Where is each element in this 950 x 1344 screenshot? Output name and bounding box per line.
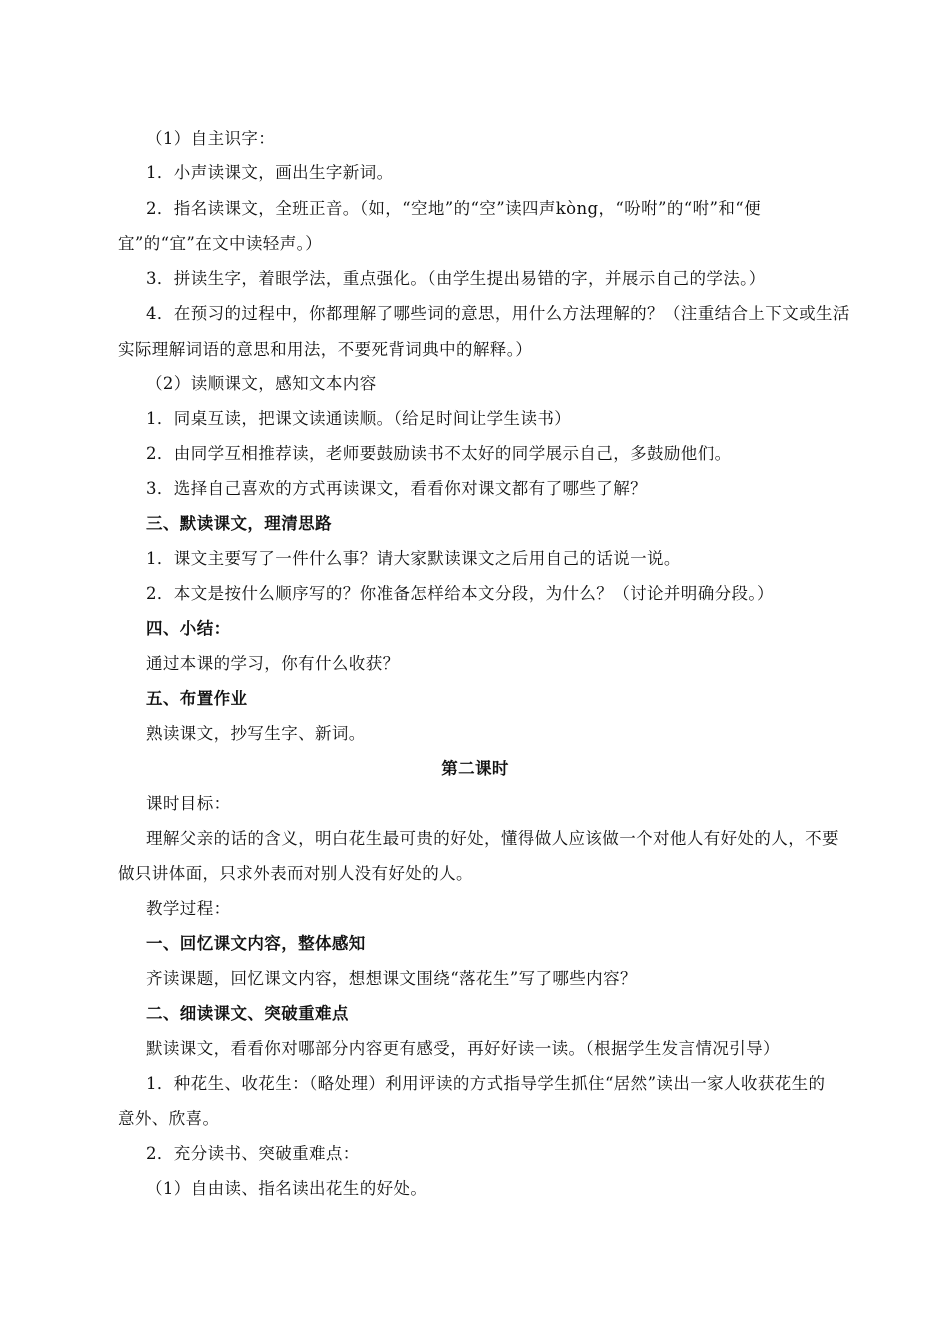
paragraph: 2．由同学互相推荐读，老师要鼓励读书不太好的同学展示自己，多鼓励他们。 [146,444,732,463]
paragraph: （1）自由读、指名读出花生的好处。 [146,1179,428,1198]
paragraph: 3．选择自己喜欢的方式再读课文，看看你对课文都有了哪些了解？ [146,479,647,498]
section-heading: 四、小结： [146,619,231,638]
paragraph: 1．课文主要写了一件什么事？请大家默读课文之后用自己的话说一说。 [146,549,681,568]
paragraph-label: 课时目标： [146,794,231,813]
paragraph: 3．拼读生字，着眼学法，重点强化。（由学生提出易错的字，并展示自己的学法。） [146,269,766,288]
paragraph: 通过本课的学习，你有什么收获？ [146,654,400,673]
subheading-self-literacy: （1）自主识字： [146,129,276,148]
paragraph: 1．同桌互读，把课文读通读顺。（给足时间让学生读书） [146,409,572,428]
paragraph: 1．小声读课文，画出生字新词。 [146,163,394,182]
paragraph: 默读课文，看看你对哪部分内容更有感受，再好好读一读。（根据学生发言情况引导） [146,1039,780,1058]
paragraph-continuation: 做只讲体面，只求外表而对别人没有好处的人。 [118,864,473,883]
paragraph: 齐读课题，回忆课文内容，想想课文围绕“落花生”写了哪些内容？ [146,969,637,988]
paragraph: 2．本文是按什么顺序写的？你准备怎样给本文分段，为什么？（讨论并明确分段。） [146,584,774,603]
paragraph: 2．指名读课文，全班正音。（如，“空地”的“空”读四声kòng，“吩咐”的“咐”和“便 [146,199,761,218]
paragraph-continuation: 宜”的“宜”在文中读轻声。） [118,234,323,253]
paragraph-continuation: 实际理解词语的意思和用法，不要死背词典中的解释。） [118,340,533,359]
paragraph: 理解父亲的话的含义，明白花生最可贵的好处，懂得做人应该做一个对他人有好处的人，不要 [146,829,839,848]
section-heading: 一、回忆课文内容，整体感知 [146,934,366,953]
section-heading: 二、细读课文、突破重难点 [146,1004,349,1023]
paragraph: 4．在预习的过程中，你都理解了哪些词的意思，用什么方法理解的？（注重结合上下文或生活 [146,304,850,323]
lesson-title: 第二课时 [441,759,509,778]
section-heading: 三、默读课文，理清思路 [146,514,332,533]
section-heading: 五、布置作业 [146,689,248,708]
paragraph-label: 教学过程： [146,899,231,918]
paragraph: 1．种花生、收花生：（略处理）利用评读的方式指导学生抓住“居然”读出一家人收获花生的 [146,1074,826,1093]
paragraph: 熟读课文，抄写生字、新词。 [146,724,366,743]
paragraph-continuation: 意外、欣喜。 [118,1109,220,1128]
subheading-read-text: （2）读顺课文，感知文本内容 [146,374,377,393]
paragraph: 2．充分读书、突破重难点： [146,1144,360,1163]
